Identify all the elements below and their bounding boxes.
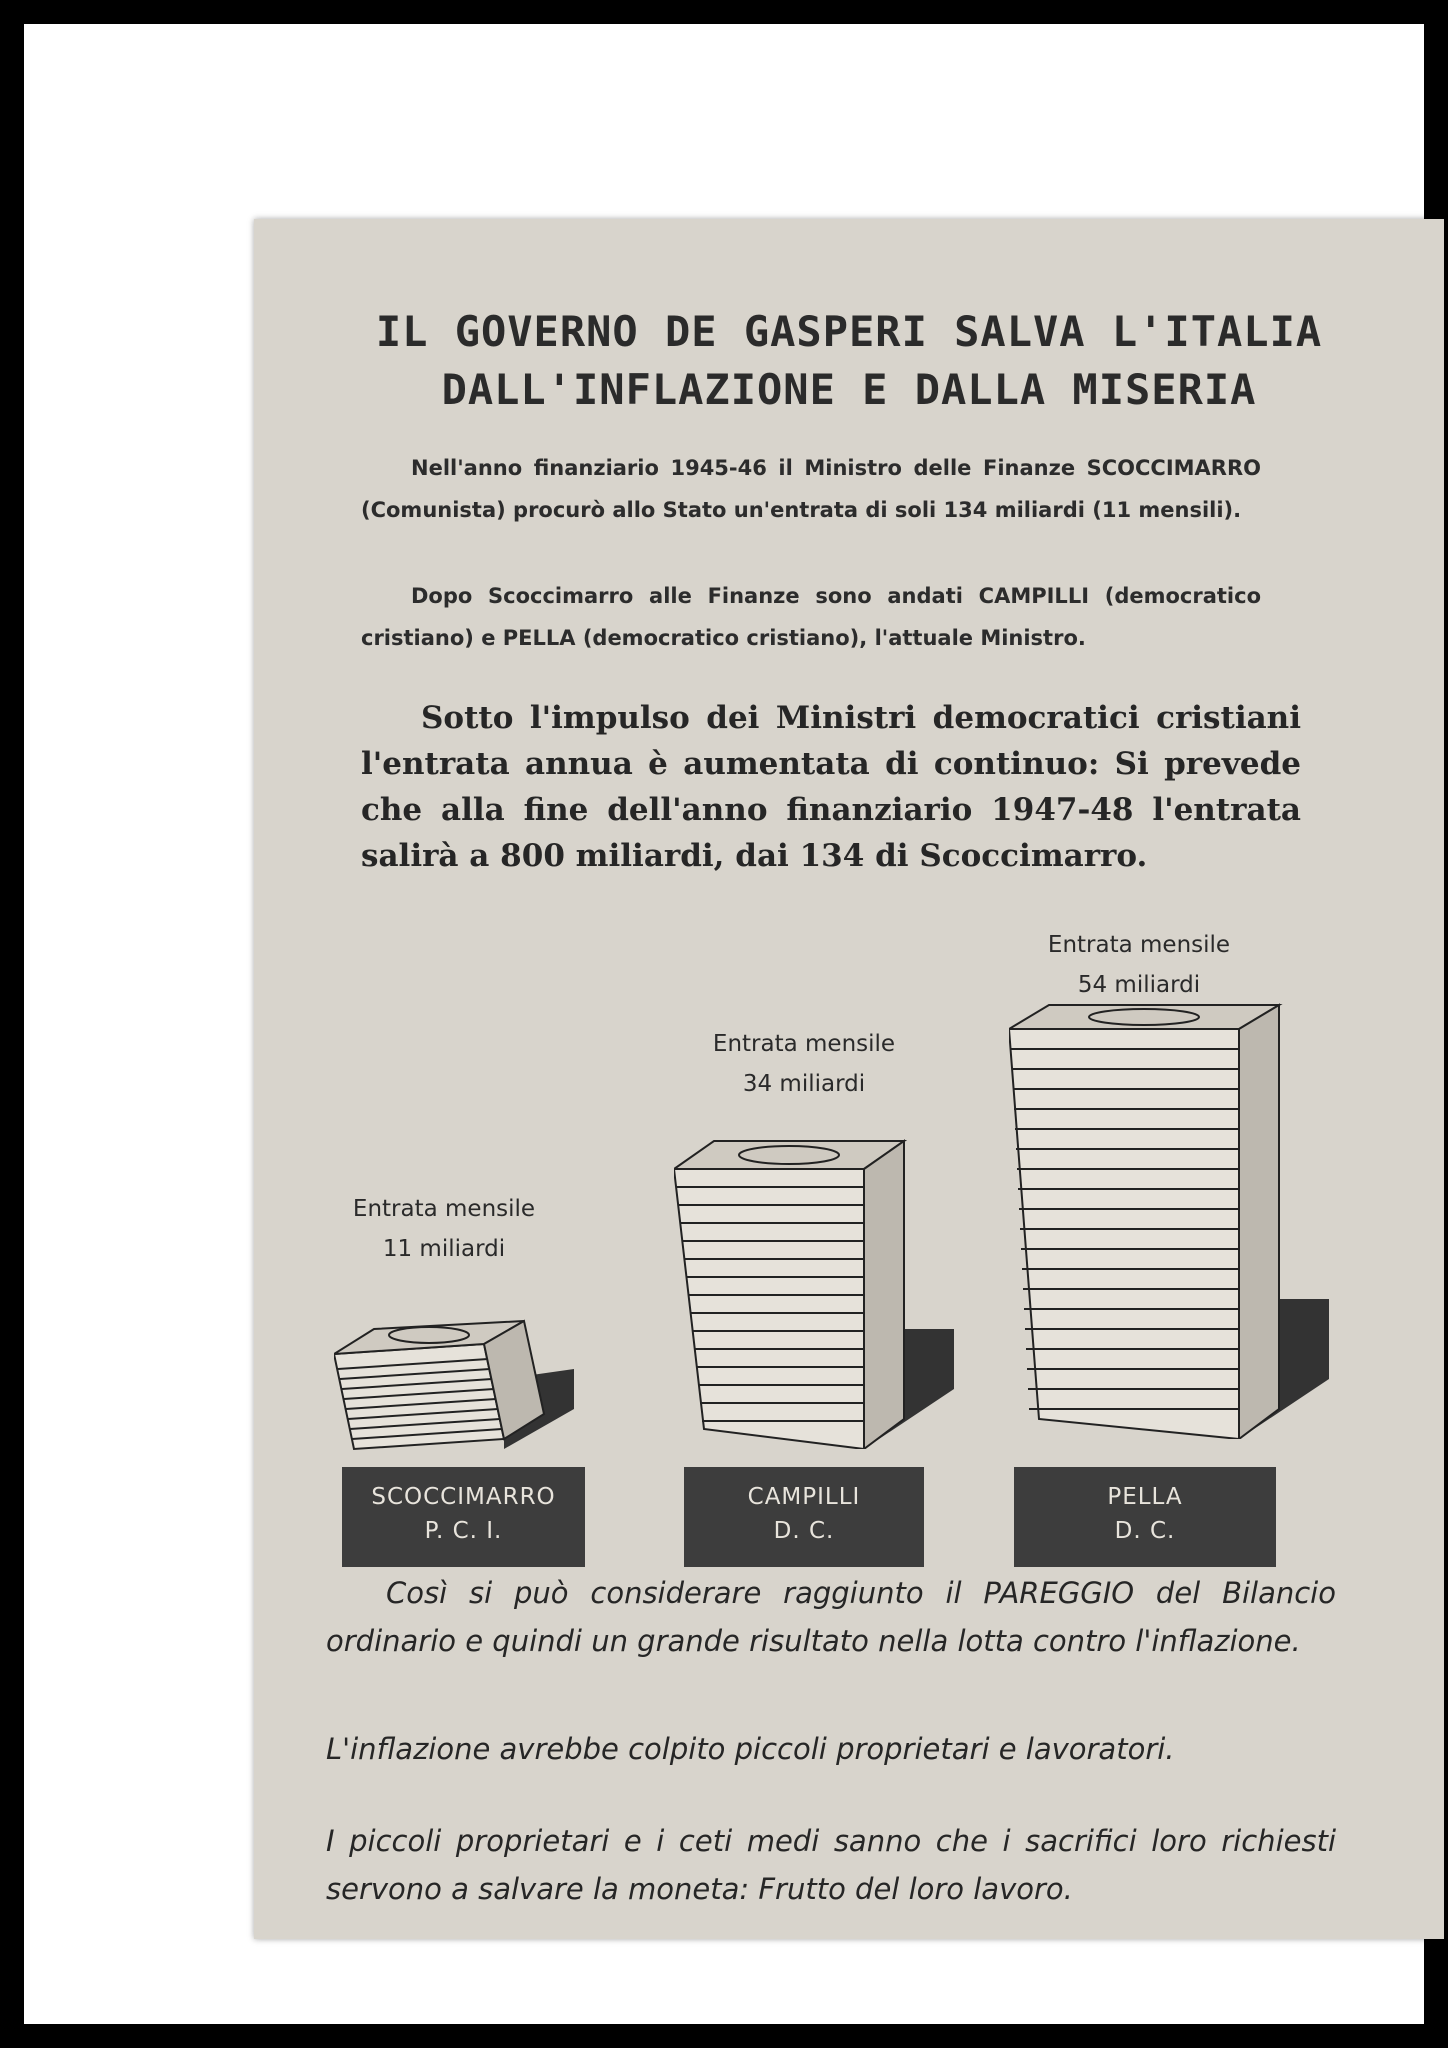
title-line-1: IL GOVERNO DE GASPERI SALVA L'ITALIA — [375, 307, 1323, 356]
caption-pella — [1009, 925, 1269, 1005]
label-campilli-party: D. C. — [773, 1518, 835, 1544]
page-frame — [24, 24, 1424, 2024]
closing-paragraph-pareggio: Così si può considerare raggiunto il PAREGGIO del Bilancio ordinario e quindi un grande risultato nella lotta contro l'inflazione. — [326, 1576, 1336, 1658]
caption-scoccimarro-line1: Entrata mensile — [352, 1196, 536, 1222]
caption-campilli-line1: Entrata mensile — [712, 1031, 896, 1057]
label-scoccimarro-name: SCOCCIMARRO — [371, 1484, 556, 1510]
closing-paragraph-inflazione: L'inflazione avrebbe colpito piccoli proprietari e lavoratori. — [326, 1732, 1175, 1766]
label-pella-party: D. C. — [1114, 1518, 1176, 1544]
label-campilli — [684, 1467, 924, 1567]
money-stack-campilli — [674, 1129, 954, 1449]
label-scoccimarro — [342, 1467, 585, 1567]
caption-pella-line1: Entrata mensile — [1047, 932, 1231, 958]
money-stack-pella — [1009, 999, 1329, 1439]
caption-campilli — [674, 1024, 934, 1104]
label-pella — [1014, 1467, 1276, 1567]
leaflet-sheet — [254, 219, 1444, 1939]
caption-scoccimarro — [314, 1189, 574, 1269]
label-pella-name: PELLA — [1107, 1484, 1183, 1510]
money-stack-scoccimarro — [334, 1299, 574, 1459]
title-line-2: DALL'INFLAZIONE E DALLA MISERIA — [441, 365, 1257, 414]
label-scoccimarro-party: P. C. I. — [424, 1518, 503, 1544]
caption-pella-line2: 54 miliardi — [1077, 972, 1201, 998]
caption-scoccimarro-line2: 11 miliardi — [382, 1236, 506, 1262]
leaflet-title — [254, 303, 1444, 419]
highlight-paragraph: Sotto l'impulso dei Ministri democratici cristiani l'entrata annua è aumentata di continuo: Si prevede che alla fine dell'anno finanziario 1947-48 l'entrata salirà a 800 miliardi, dai 134 di Scoccimarro. — [361, 700, 1301, 874]
closing-paragraph-sacrifici: I piccoli proprietari e i ceti medi sanno che i sacrifici loro richiesti servono a salvare la moneta: Frutto del loro lavoro. — [326, 1824, 1336, 1906]
caption-campilli-line2: 34 miliardi — [742, 1071, 866, 1097]
paragraph-campilli-pella: Dopo Scoccimarro alle Finanze sono andati CAMPILLI (democratico cristiano) e PELLA (democratico cristiano), l'attuale Ministro. — [361, 584, 1261, 650]
label-campilli-name: CAMPILLI — [747, 1484, 861, 1510]
paragraph-scoccimarro: Nell'anno finanziario 1945-46 il Ministro delle Finanze SCOCCIMARRO (Comunista) procurò allo Stato un'entrata di soli 134 miliardi (11 mensili). — [361, 456, 1261, 522]
